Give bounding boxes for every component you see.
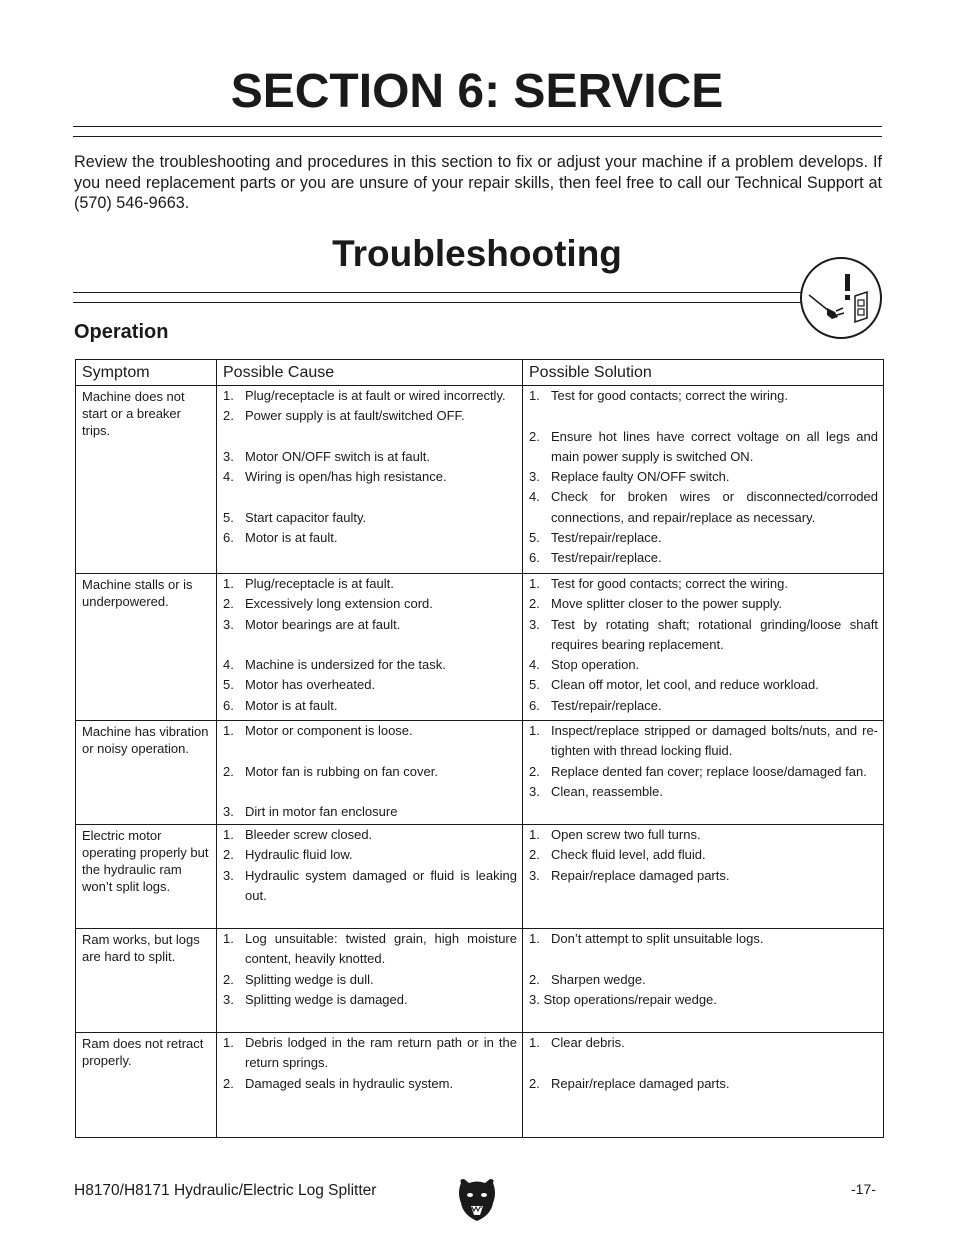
spacer [223, 487, 517, 507]
list-number: 4. [529, 657, 540, 673]
list-item [529, 467, 878, 487]
list-text: Motor is at fault. [245, 697, 338, 713]
list-item [529, 721, 878, 762]
table-header-row [76, 360, 884, 386]
list-number: 5. [529, 677, 540, 693]
list-item [529, 782, 878, 802]
list-text: Excessively long extension cord. [245, 596, 433, 612]
list-number: 2. [529, 596, 540, 612]
warning-plug-icon [799, 256, 883, 340]
list-number: 3. [223, 991, 234, 1007]
list-item [529, 487, 878, 528]
spacer [529, 1053, 878, 1073]
list-text: Replace dented fan cover; replace loose/damaged fan. [551, 763, 867, 779]
table-row [76, 825, 884, 929]
header-possible-cause: Possible Cause [217, 360, 523, 386]
list-number: 2. [223, 596, 234, 612]
table-row [76, 1033, 884, 1138]
spacer [529, 949, 878, 969]
list-text: Plug/receptacle is at fault or wired incorrectly. [245, 388, 506, 403]
spacer [223, 427, 517, 447]
list-number: 3. [223, 616, 234, 632]
list-item [223, 386, 517, 406]
list-number: 1. [529, 723, 540, 738]
solution-cell [523, 721, 884, 825]
list-number: 3. [223, 448, 234, 464]
list-number: 2. [529, 763, 540, 779]
solution-cell [523, 825, 884, 929]
troubleshooting-title: Troubleshooting [332, 233, 622, 274]
list-item [529, 594, 878, 614]
list-text: Clean off motor, let cool, and reduce workload. [551, 677, 819, 693]
divider [73, 302, 803, 303]
table-row [76, 929, 884, 1033]
list-text: Clean, reassemble. [551, 783, 663, 799]
section-title: SECTION 6: SERVICE [230, 65, 724, 118]
table-row [76, 721, 884, 825]
list-item [529, 1074, 878, 1094]
list-item [223, 970, 517, 990]
list-item [529, 574, 878, 594]
solution-cell [523, 929, 884, 1033]
list-text: Splitting wedge is dull. [245, 971, 374, 987]
list-number: 1. [529, 827, 540, 842]
list-number: 6. [223, 697, 234, 713]
list-item [223, 845, 517, 865]
solution-cell [523, 574, 884, 721]
list-text: Damaged seals in hydraulic system. [245, 1075, 454, 1091]
list-item [223, 467, 517, 487]
spacer [223, 741, 517, 761]
list-number: 1. [223, 576, 234, 591]
list-item [223, 406, 517, 426]
list-text: Debris lodged in the ram return path or in the return springs. [245, 1035, 517, 1071]
list-text: Plug/receptacle is at fault. [245, 576, 394, 591]
spacer [223, 635, 517, 655]
page-number: -17- [851, 1181, 876, 1197]
list-item [223, 825, 517, 845]
list-item [529, 696, 878, 716]
list-number: 5. [223, 677, 234, 693]
list-number: 3. [529, 867, 540, 883]
cause-cell [217, 721, 523, 825]
symptom-cell: Machine does not start or a breaker trips. [76, 386, 217, 574]
troubleshooting-table [75, 359, 884, 1138]
list-number: 2. [529, 971, 540, 987]
table-row [76, 574, 884, 721]
list-number: 2. [223, 1075, 234, 1091]
list-number: 4. [223, 469, 234, 485]
list-number: 6. [223, 530, 234, 546]
list-item [223, 615, 517, 635]
list-text: Ensure hot lines have correct voltage on all legs and main power supply is switched ON. [551, 428, 878, 464]
list-text: Machine is undersized for the task. [245, 657, 446, 673]
list-text: Test/repair/replace. [551, 550, 662, 566]
list-text: Splitting wedge is damaged. [245, 991, 408, 1007]
list-item [223, 929, 517, 970]
list-item [529, 990, 878, 1010]
list-text: Repair/replace damaged parts. [551, 1075, 730, 1091]
list-text: Test/repair/replace. [551, 697, 662, 713]
list-text: Power supply is at fault/switched OFF. [245, 408, 465, 424]
list-item [529, 825, 878, 845]
list-number: 2. [223, 408, 234, 424]
list-text: Log unsuitable: twisted grain, high moisture content, heavily knotted. [245, 931, 517, 967]
cause-cell [217, 574, 523, 721]
list-text: Hydraulic system damaged or fluid is leaking out. [245, 867, 517, 903]
list-item [529, 675, 878, 695]
divider [73, 136, 882, 137]
list-item [529, 655, 878, 675]
intro-paragraph: Review the troubleshooting and procedures in this section to fix or adjust your machine if a problem develops. If you need replacement parts or you are unsure of your repair skills, then feel free to call our Technical Support at (570) 546-9663. [74, 153, 882, 212]
list-text: Inspect/replace stripped or damaged bolts/nuts, and re-tighten with thread locking fluid. [551, 723, 878, 759]
list-text: Don’t attempt to split unsuitable logs. [551, 931, 764, 946]
list-item [223, 990, 517, 1010]
list-text: Motor or component is loose. [245, 723, 413, 738]
list-text: Test by rotating shaft; rotational grinding/loose shaft requires bearing replacement. [551, 616, 878, 652]
list-number: 3. [223, 867, 234, 883]
list-number: 2. [223, 763, 234, 779]
list-text: Motor is at fault. [245, 530, 338, 546]
list-number: 3. [223, 804, 234, 820]
list-text: Clear debris. [551, 1035, 625, 1050]
list-number: 1. [529, 388, 540, 403]
symptom-cell: Machine stalls or is underpowered. [76, 574, 217, 721]
list-text: Wiring is open/has high resistance. [245, 469, 447, 485]
symptom-cell: Ram works, but logs are hard to split. [76, 929, 217, 1033]
list-number: 4. [529, 489, 540, 505]
list-number: 3. [529, 616, 540, 632]
list-item [529, 970, 878, 990]
solution-cell [523, 1033, 884, 1138]
list-item [529, 548, 878, 568]
list-number: 5. [223, 509, 234, 525]
cause-cell [217, 825, 523, 929]
list-number: 1. [529, 1035, 540, 1050]
list-text: Check fluid level, add fluid. [551, 847, 706, 863]
list-number: 5. [529, 530, 540, 546]
list-item [529, 929, 878, 949]
list-text: Stop operation. [551, 657, 640, 673]
list-number: 1. [223, 723, 234, 738]
symptom-cell: Ram does not retract properly. [76, 1033, 217, 1138]
list-number: 3. [529, 783, 540, 799]
list-item [529, 1033, 878, 1053]
header-possible-solution: Possible Solution [523, 360, 884, 386]
list-number: 1. [529, 931, 540, 946]
list-number: 1. [223, 931, 234, 946]
cause-cell [217, 1033, 523, 1138]
bear-logo-icon [457, 1177, 497, 1223]
list-item [223, 802, 517, 822]
footer-model: H8170/H8171 Hydraulic/Electric Log Splitter [74, 1182, 377, 1199]
list-text: Sharpen wedge. [551, 971, 646, 987]
list-number: 4. [223, 657, 234, 673]
list-item [529, 615, 878, 656]
list-item [223, 675, 517, 695]
list-text: Hydraulic fluid low. [245, 847, 353, 863]
spacer [223, 782, 517, 802]
list-item [223, 594, 517, 614]
list-number: 2. [529, 428, 540, 444]
list-item [529, 528, 878, 548]
list-item [223, 508, 517, 528]
list-text: Test for good contacts; correct the wiring. [551, 388, 788, 403]
list-text: Motor fan is rubbing on fan cover. [245, 763, 438, 779]
list-text: Motor bearings are at fault. [245, 616, 401, 632]
list-text: Bleeder screw closed. [245, 827, 373, 842]
list-item [223, 574, 517, 594]
list-text: Motor ON/OFF switch is at fault. [245, 448, 430, 464]
list-text: Test/repair/replace. [551, 530, 662, 546]
list-text: Motor has overheated. [245, 677, 376, 693]
list-item [529, 386, 878, 406]
list-number: 2. [529, 847, 540, 863]
list-item [529, 866, 878, 886]
divider [73, 126, 882, 127]
list-item [223, 528, 517, 548]
list-number: 3. [529, 469, 540, 485]
list-number: 6. [529, 697, 540, 713]
list-item [529, 427, 878, 468]
list-item [223, 721, 517, 741]
list-item [223, 1033, 517, 1074]
cause-cell [217, 929, 523, 1033]
list-item [223, 1074, 517, 1094]
list-item [223, 696, 517, 716]
list-number: 6. [529, 550, 540, 566]
list-text: Replace faulty ON/OFF switch. [551, 469, 730, 485]
table-row [76, 386, 884, 574]
list-text: Start capacitor faulty. [245, 509, 367, 525]
symptom-cell: Electric motor operating properly but the hydraulic ram won’t split logs. [76, 825, 217, 929]
list-number: 2. [529, 1075, 540, 1091]
list-number: 1. [223, 1035, 234, 1050]
list-item [529, 762, 878, 782]
list-text: Open screw two full turns. [551, 827, 701, 842]
list-text: 3. Stop operations/repair wedge. [529, 991, 717, 1007]
list-number: 2. [223, 971, 234, 987]
list-item [223, 762, 517, 782]
list-number: 1. [529, 576, 540, 591]
subsection-heading: Operation [74, 321, 169, 343]
spacer [529, 406, 878, 426]
list-item [223, 447, 517, 467]
header-symptom: Symptom [76, 360, 217, 386]
list-number: 1. [223, 827, 234, 842]
solution-cell [523, 386, 884, 574]
list-number: 2. [223, 847, 234, 863]
list-text: Dirt in motor fan enclosure [245, 804, 398, 820]
symptom-cell: Machine has vibration or noisy operation. [76, 721, 217, 825]
list-number: 1. [223, 388, 234, 403]
list-item [223, 655, 517, 675]
list-text: Test for good contacts; correct the wiring. [551, 576, 788, 591]
list-text: Repair/replace damaged parts. [551, 867, 730, 883]
divider [73, 292, 803, 293]
list-item [529, 845, 878, 865]
list-text: Check for broken wires or disconnected/corroded connections, and repair/replace as necessary. [551, 489, 878, 525]
cause-cell [217, 386, 523, 574]
list-item [223, 866, 517, 907]
list-text: Move splitter closer to the power supply. [551, 596, 782, 612]
